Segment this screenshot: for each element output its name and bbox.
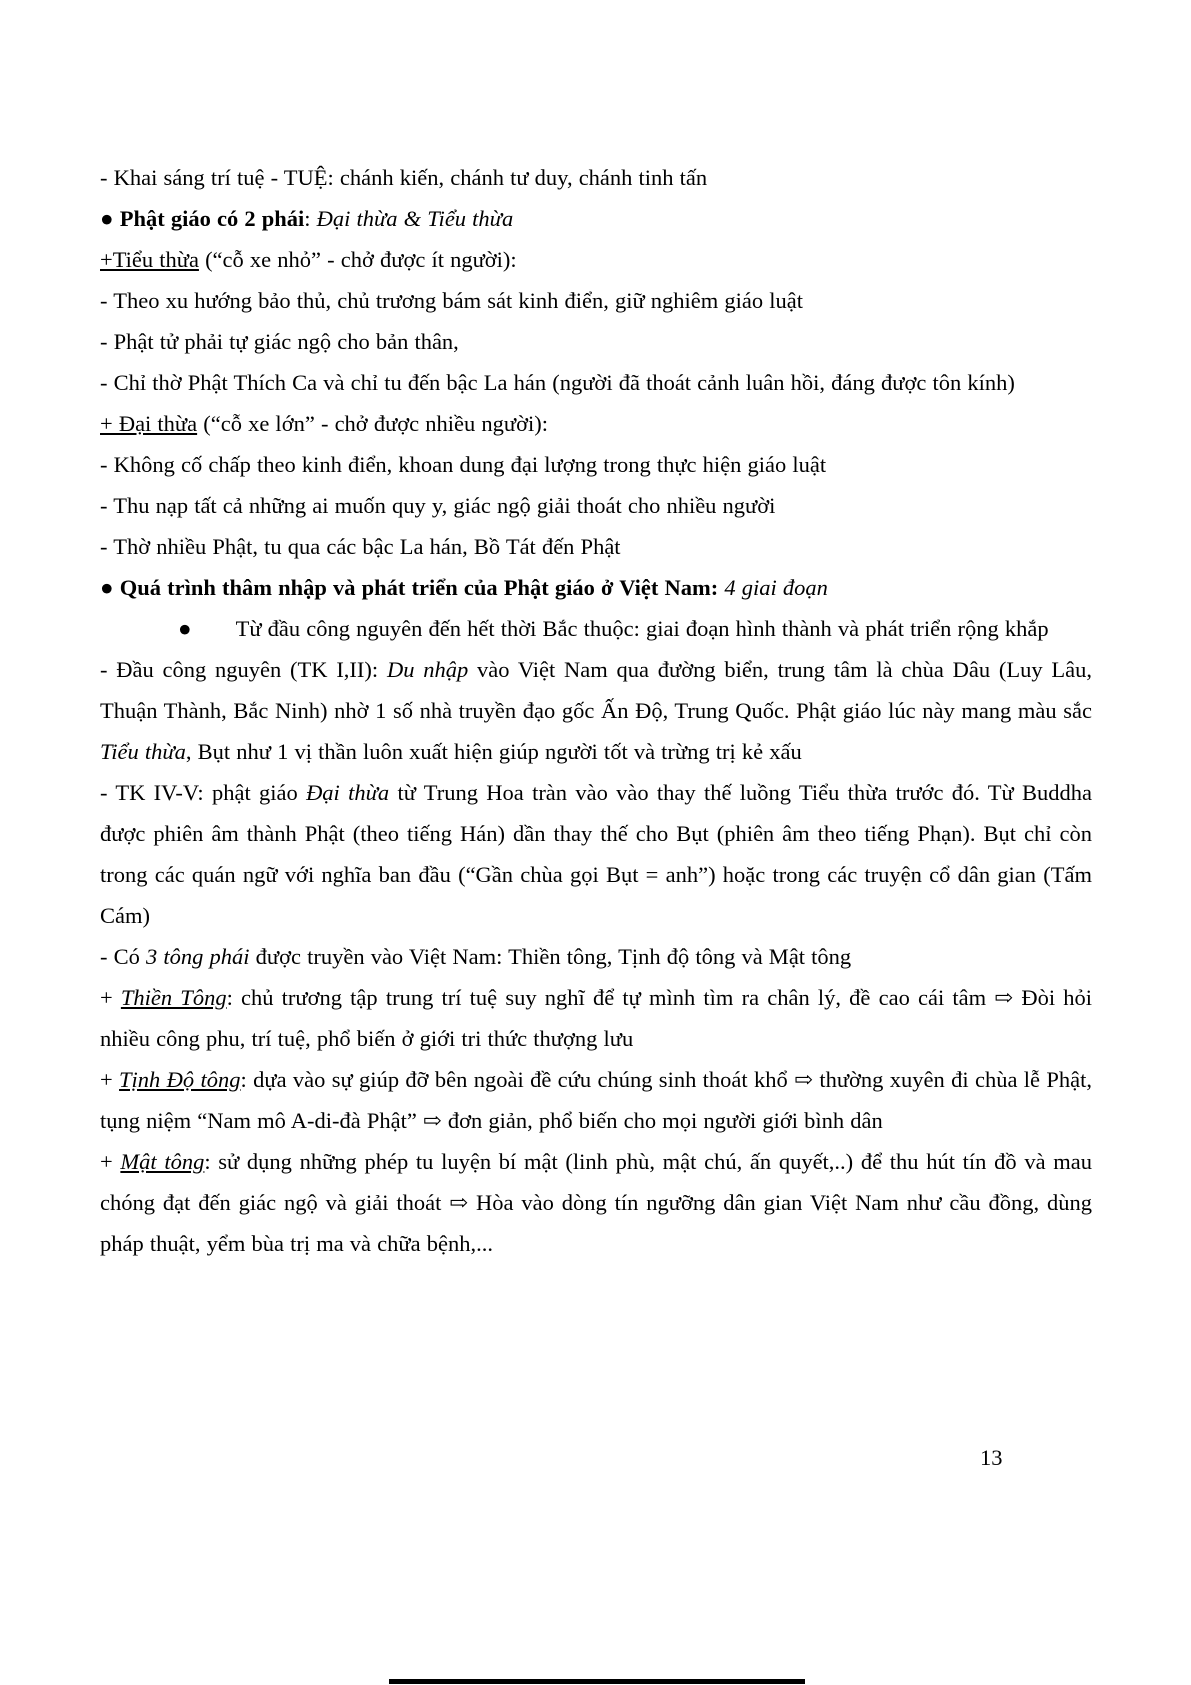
paragraph	[100, 157, 1092, 198]
text-run: (“cỗ xe lớn” - chở được nhiều người):	[197, 411, 548, 436]
text-run: - Khai sáng trí tuệ - TUỆ: chánh kiến, chánh tư duy, chánh tinh tấn	[100, 165, 708, 190]
text-run: - Đầu công nguyên (TK I,II):	[100, 657, 387, 682]
text-run: Thiền Tông	[120, 985, 227, 1010]
paragraph	[100, 280, 1092, 321]
text-run: : dựa vào sự giúp đỡ bên ngoài đề cứu chúng sinh thoát khổ ⇨ thường xuyên đi chùa lễ Phật, tụng niệm “Nam mô A-di-đà Phật” ⇨ đơn giản, phổ biến cho mọi người giới bình dân	[100, 1067, 1092, 1133]
sub-bullet-paragraph	[100, 608, 1092, 649]
text-run: : chủ trương tập trung trí tuệ suy nghĩ để tự mình tìm ra chân lý, đề cao cái tâm ⇨ Đòi hỏi nhiều công phu, trí tuệ, phổ biến ở giới tri thức thượng lưu	[100, 985, 1093, 1051]
text-run: +	[100, 1067, 120, 1092]
text-run: ●	[100, 206, 120, 231]
text-run: : sử dụng những phép tu luyện bí mật (linh phù, mật chú, ấn quyết,..) để thu hút tín đồ và mau chóng đạt đến giác ngộ và giải thoát ⇨ Hòa vào dòng tín ngưỡng dân gian Việt Nam như cầu đồng, dùng pháp thuật, yểm bùa trị ma và chữa bệnh,...	[100, 1149, 1092, 1256]
paragraph	[100, 485, 1092, 526]
text-run: Tiểu thừa	[100, 739, 186, 764]
text-run: vào Việt Nam qua đường biển, trung tâm là chùa Dâu (Luy Lâu, Thuận Thành, Bắc Ninh) nhờ 1 số nhà truyền đạo gốc Ấn Độ, Trung Quốc. Phật giáo lúc này mang màu sắc	[100, 657, 1092, 723]
text-run: +Tiểu thừa	[100, 247, 199, 272]
text-run: Từ đầu công nguyên đến hết thời Bắc thuộc: giai đoạn hình thành và phát triển rộng khắp	[235, 616, 1049, 641]
paragraph	[100, 444, 1092, 485]
text-run: :	[304, 206, 317, 231]
text-run: +	[100, 1149, 121, 1174]
text-run: được truyền vào Việt Nam: Thiền tông, Tịnh độ tông và Mật tông	[249, 944, 852, 969]
text-run: - Có	[100, 944, 146, 969]
text-run: - Không cố chấp theo kinh điển, khoan dung đại lượng trong thực hiện giáo luật	[100, 452, 827, 477]
paragraph	[100, 403, 1092, 444]
paragraph	[100, 526, 1092, 567]
text-run: 4 giai đoạn	[724, 575, 828, 600]
text-run: (“cỗ xe nhỏ” - chở được ít người):	[198, 247, 517, 272]
text-run: Du nhập	[386, 657, 469, 682]
document-body	[100, 157, 1092, 1264]
partial-table-border	[389, 1679, 805, 1684]
text-run: + Đại thừa	[100, 411, 198, 436]
text-run: 3 tông phái	[146, 944, 250, 969]
text-run: Đại thừa & Tiểu thừa	[316, 206, 514, 231]
page-number: 13	[980, 1445, 1003, 1470]
text-run: - Chỉ thờ Phật Thích Ca và chỉ tu đến bậc La hán (người đã thoát cảnh luân hồi, đáng được tôn kính)	[100, 370, 1015, 395]
paragraph	[100, 936, 1092, 977]
paragraph	[100, 1059, 1092, 1141]
paragraph	[100, 977, 1092, 1059]
paragraph	[100, 567, 1092, 608]
text-run: Quá trình thâm nhập và phát triển của Phật giáo ở Việt Nam:	[119, 575, 719, 600]
text-run: Mật tông	[120, 1149, 205, 1174]
text-run: từ Trung Hoa tràn vào vào thay thế luồng Tiểu thừa trước đó. Từ Buddha được phiên âm thành Phật (theo tiếng Hán) dần thay thế cho Bụt (phiên âm theo tiếng Phạn). Bụt chỉ còn trong các quán ngữ với nghĩa ban đầu (“Gần chùa gọi Bụt = anh”) hoặc trong các truyện cổ dân gian (Tấm Cám)	[100, 780, 1092, 928]
paragraph	[100, 321, 1092, 362]
text-run: Tịnh Độ tông	[119, 1067, 241, 1092]
text-run: , Bụt như 1 vị thần luôn xuất hiện giúp người tốt và trừng trị kẻ xấu	[185, 739, 802, 764]
paragraph	[100, 198, 1092, 239]
text-run: - Thờ nhiều Phật, tu qua các bậc La hán, Bồ Tát đến Phật	[100, 534, 621, 559]
text-run: Phật giáo có 2 phái	[119, 206, 305, 231]
paragraph	[100, 239, 1092, 280]
text-run: Đại thừa	[306, 780, 390, 805]
text-run: - Thu nạp tất cả những ai muốn quy y, giác ngộ giải thoát cho nhiều người	[100, 493, 776, 518]
paragraph	[100, 1141, 1092, 1264]
text-run: +	[100, 985, 121, 1010]
paragraph	[100, 772, 1092, 936]
paragraph	[100, 362, 1092, 403]
paragraph	[100, 649, 1092, 772]
text-run: - TK IV-V: phật giáo	[100, 780, 307, 805]
text-run: ●	[100, 575, 120, 600]
text-run: - Phật tử phải tự giác ngộ cho bản thân,	[100, 329, 459, 354]
text-run: ●	[178, 616, 192, 641]
text-run: - Theo xu hướng bảo thủ, chủ trương bám sát kinh điển, giữ nghiêm giáo luật	[100, 288, 803, 313]
